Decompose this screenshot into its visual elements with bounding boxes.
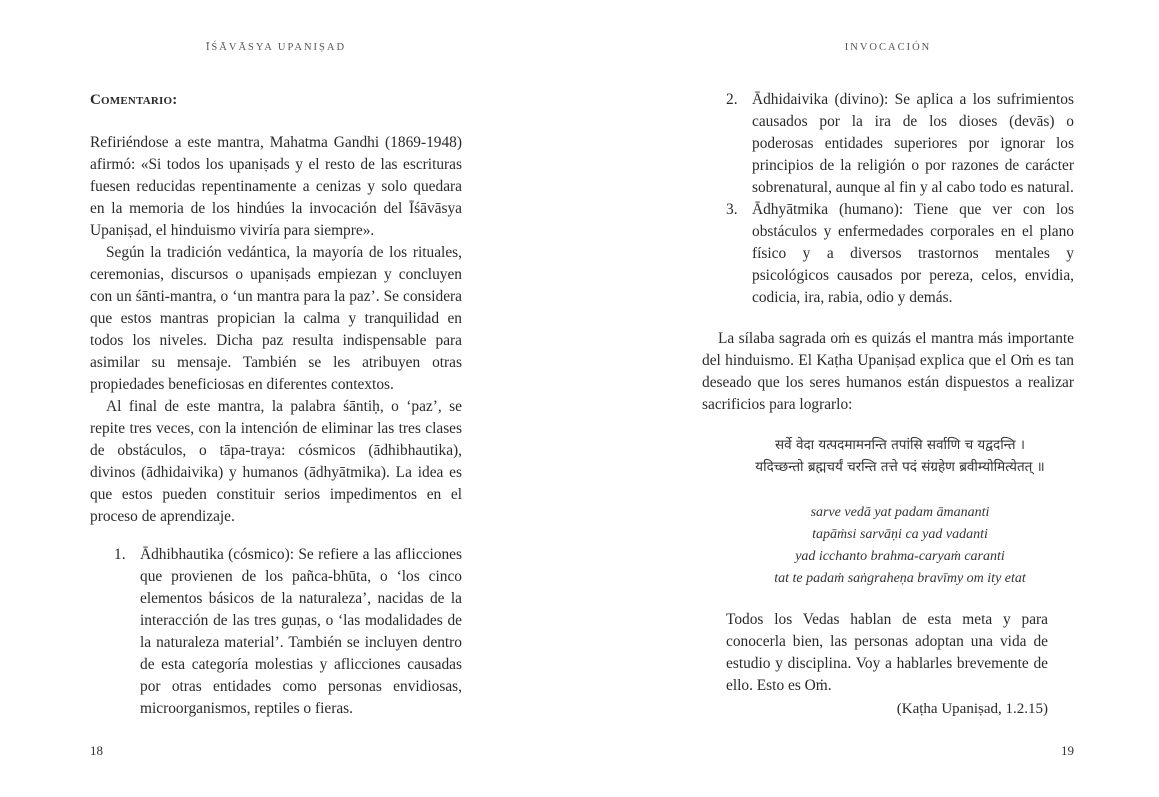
paragraph: Al final de este mantra, la palabra śāntiḥ, o ‘paz’, se repite tres veces, con la intención de eliminar las tres clases de obstáculos, o tāpa-traya: cósmicos (ādhibhautika), divinos (ādhidaivika) y humanos (ādhyātmika). La idea es que estos pueden constituir serios impedimentos en el proceso de aprendizaje.	[90, 398, 462, 525]
list-number: 1.	[114, 546, 126, 563]
affliction-list	[114, 544, 462, 720]
citation: (Kaṭha Upaniṣad, 1.2.15)	[896, 701, 1048, 717]
sanskrit-verse	[726, 434, 1074, 478]
om-paragraph	[702, 328, 1074, 416]
list-item	[726, 199, 1074, 309]
affliction-list	[726, 89, 1074, 309]
section-heading: Comentario:	[90, 92, 178, 108]
transliteration-line: tapāṁsi sarvāṇi ca yad vadanti	[812, 527, 988, 542]
page-number: 19	[1061, 743, 1074, 758]
verse-translation	[726, 609, 1048, 720]
transliteration-line: tat te padaṁ saṅgraheṇa bravīmy om ity etat	[774, 571, 1026, 586]
running-head: ĪŚĀVĀSYA UPANIṢAD	[205, 42, 347, 53]
verse-line: सर्वे वेदा यत्पदमामनन्ति तपांसि सर्वाणि च यद्वदन्ति ।	[775, 437, 1025, 453]
list-number: 3.	[726, 201, 738, 218]
translation-text: Todos los Vedas hablan de esta meta y para conocerla bien, las personas adoptan una vida de estudio y disciplina. Voy a hablarles brevemente de ello. Esto es Oṁ.	[726, 611, 1048, 694]
paragraph: Según la tradición vedántica, la mayoría de los rituales, ceremonias, discursos o upaniṣads empiezan y concluyen con un śānti-mantra, o ‘un mantra para la paz’. Se considera que estos mantras propician la calma y tranquilidad en todos los niveles. Dicha paz resulta indispensable para asimilar su mensaje. También se les atribuyen otras propiedades beneficiosas en diferentes contextos.	[90, 244, 462, 393]
commentary-body	[90, 132, 462, 528]
transliteration	[726, 502, 1074, 590]
paragraph: Refiriéndose a este mantra, Mahatma Gandhi (1869-1948) afirmó: «Si todos los upaniṣads y el resto de las escrituras fuesen reducidas repentinamente a cenizas y solo quedara en la memoria de los hindúes la invocación del Īśāvāsya Upaniṣad, el hinduismo viviría para siempre».	[90, 134, 462, 239]
paragraph: La sílaba sagrada oṁ es quizás el mantra más importante del hinduismo. El Kaṭha Upaniṣad explica que el Oṁ es tan deseado que los seres humanos están dispuestos a realizar sacrificios para lograrlo:	[702, 330, 1074, 413]
transliteration-line: sarve vedā yat padam āmananti	[810, 505, 990, 520]
list-text: Ādhidaivika (divino): Se aplica a los sufrimientos causados por la ira de los dioses (devās) o poderosas entidades superiores por ignorar los principios de la religión o por razones de carácter sobrenatural, aunque al fin y al cabo todo es natural.	[752, 91, 1074, 196]
page-number: 18	[90, 743, 103, 758]
transliteration-line: yad icchanto brahma-caryaṁ caranti	[795, 549, 1005, 564]
running-head: INVOCACIÓN	[844, 42, 932, 53]
list-text: Ādhyātmika (humano): Tiene que ver con los obstáculos y enfermedades corporales en el plano físico y a diversos trastornos mentales y psicológicos causados por pereza, celos, envidia, codicia, ira, rabia, odio y demás.	[752, 201, 1074, 306]
list-item	[726, 89, 1074, 199]
verse-line: यदिच्छन्तो ब्रह्मचर्यं चरन्ति तत्ते पदं संग्रहेण ब्रवीम्योमित्येतत् ॥	[755, 459, 1045, 475]
list-number: 2.	[726, 91, 738, 108]
list-text: Ādhibhautika (cósmico): Se refiere a las aflicciones que provienen de los pañca-bhūta, o ‘los cinco elementos básicos de la naturaleza’, nacidas de la interacción de las tres guṇas, o ‘las modalidades de la naturaleza material’. También se incluyen dentro de esta categoría molestias y aflicciones causadas por otras entidades como personas envidiosas, microorganismos, reptiles o fieras.	[140, 546, 462, 717]
right-page	[702, 0, 1074, 797]
list-item	[114, 544, 462, 720]
left-page	[90, 0, 462, 797]
